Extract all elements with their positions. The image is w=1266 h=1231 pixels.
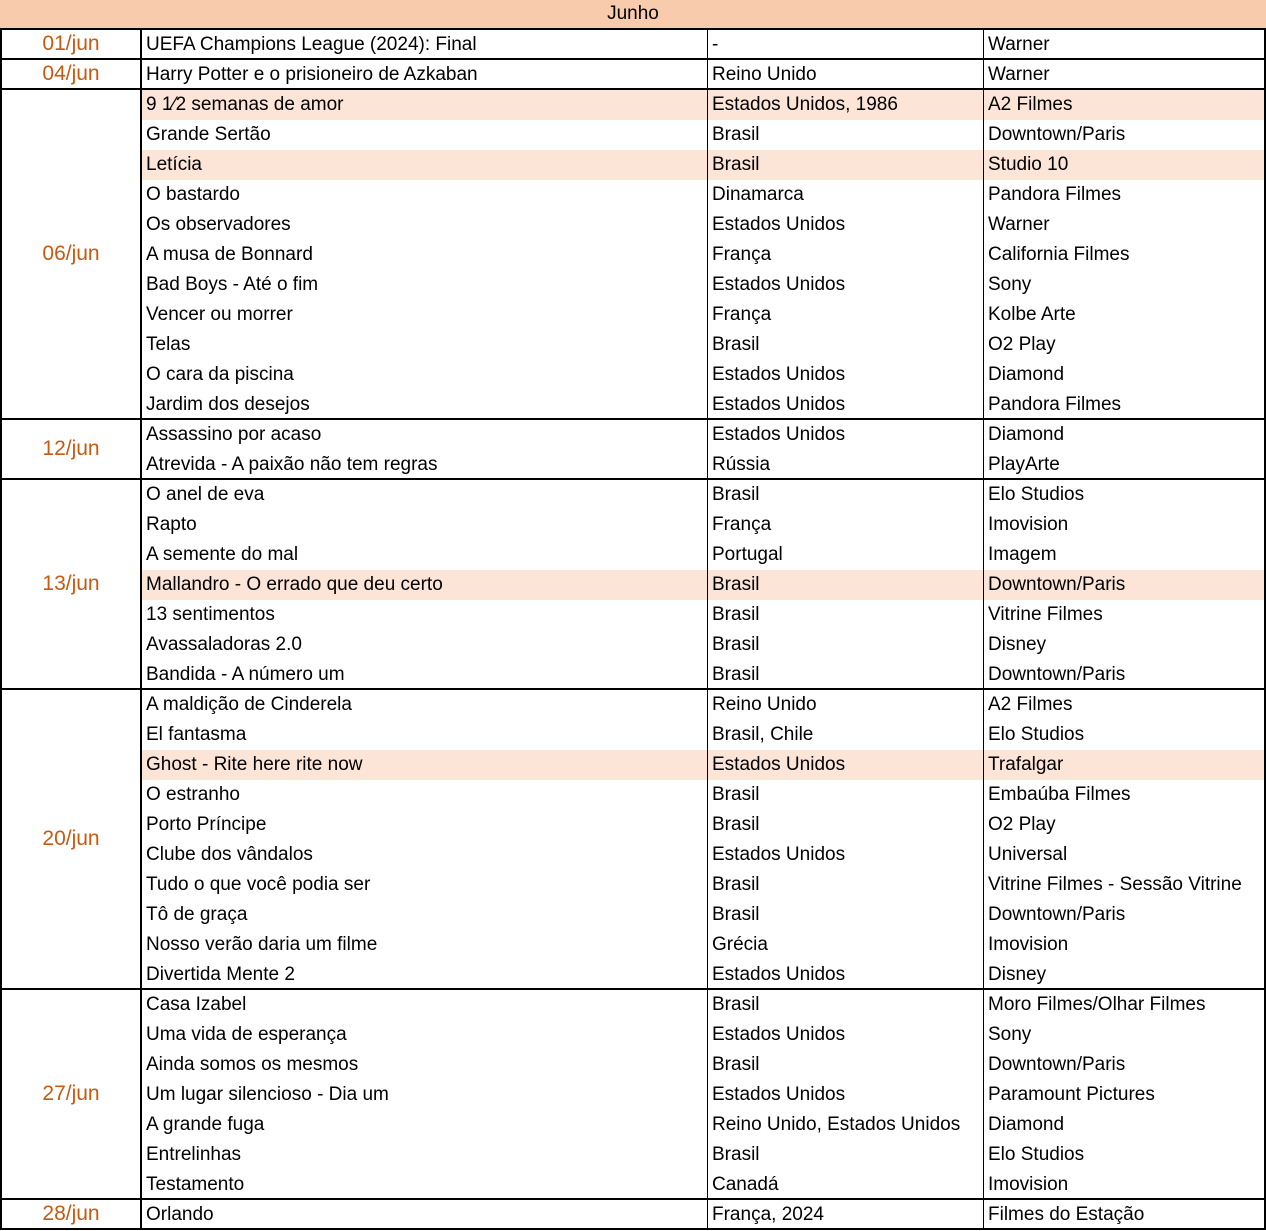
country-cell: Estados Unidos bbox=[708, 270, 984, 300]
table-row bbox=[142, 1020, 1266, 1050]
movie-title: O anel de eva bbox=[142, 480, 708, 510]
distributor-cell: Warner bbox=[984, 30, 1266, 60]
distributor-cell: Pandora Filmes bbox=[984, 180, 1266, 210]
table-row bbox=[142, 750, 1266, 780]
table-row bbox=[142, 1200, 1266, 1230]
table-row bbox=[142, 780, 1266, 810]
movie-title: A maldição de Cinderela bbox=[142, 690, 708, 720]
table-row bbox=[142, 630, 1266, 660]
distributor-cell: Kolbe Arte bbox=[984, 300, 1266, 330]
country-cell: Estados Unidos bbox=[708, 750, 984, 780]
distributor-cell: PlayArte bbox=[984, 450, 1266, 480]
movie-title: 13 sentimentos bbox=[142, 600, 708, 630]
movie-title: Jardim dos desejos bbox=[142, 390, 708, 420]
movie-title: A musa de Bonnard bbox=[142, 240, 708, 270]
table-row bbox=[142, 720, 1266, 750]
distributor-cell: Diamond bbox=[984, 1110, 1266, 1140]
country-cell: França, 2024 bbox=[708, 1200, 984, 1230]
distributor-cell: Studio 10 bbox=[984, 150, 1266, 180]
country-cell: Estados Unidos bbox=[708, 1080, 984, 1110]
distributor-cell: Diamond bbox=[984, 420, 1266, 450]
date-group bbox=[0, 480, 1266, 690]
table-row bbox=[142, 1140, 1266, 1170]
table-row bbox=[142, 810, 1266, 840]
country-cell: Dinamarca bbox=[708, 180, 984, 210]
distributor-cell: Vitrine Filmes - Sessão Vitrine bbox=[984, 870, 1266, 900]
movie-title: Assassino por acaso bbox=[142, 420, 708, 450]
table-row bbox=[142, 900, 1266, 930]
country-cell: Brasil bbox=[708, 630, 984, 660]
movie-title: Letícia bbox=[142, 150, 708, 180]
movie-title: Avassaladoras 2.0 bbox=[142, 630, 708, 660]
date-group bbox=[0, 1200, 1266, 1230]
table-row bbox=[142, 210, 1266, 240]
country-cell: Reino Unido, Estados Unidos bbox=[708, 1110, 984, 1140]
table-row bbox=[142, 1050, 1266, 1080]
table-row bbox=[142, 690, 1266, 720]
distributor-cell: Diamond bbox=[984, 360, 1266, 390]
table-row bbox=[142, 270, 1266, 300]
movie-title: Telas bbox=[142, 330, 708, 360]
movie-title: Grande Sertão bbox=[142, 120, 708, 150]
country-cell: Estados Unidos bbox=[708, 420, 984, 450]
table-row bbox=[142, 510, 1266, 540]
table-row bbox=[142, 240, 1266, 270]
movie-title: Divertida Mente 2 bbox=[142, 960, 708, 990]
movie-title: Nosso verão daria um filme bbox=[142, 930, 708, 960]
distributor-cell: A2 Filmes bbox=[984, 690, 1266, 720]
table-row bbox=[142, 450, 1266, 480]
country-cell: Grécia bbox=[708, 930, 984, 960]
movie-title: Orlando bbox=[142, 1200, 708, 1230]
distributor-cell: Trafalgar bbox=[984, 750, 1266, 780]
release-date: 13/jun bbox=[0, 480, 142, 688]
country-cell: Estados Unidos bbox=[708, 1020, 984, 1050]
movie-title: A semente do mal bbox=[142, 540, 708, 570]
table-row bbox=[142, 1110, 1266, 1140]
release-date: 06/jun bbox=[0, 90, 142, 418]
country-cell: Brasil bbox=[708, 570, 984, 600]
distributor-cell: Downtown/Paris bbox=[984, 570, 1266, 600]
movie-title: Mallandro - O errado que deu certo bbox=[142, 570, 708, 600]
movie-title: Um lugar silencioso - Dia um bbox=[142, 1080, 708, 1110]
table-row bbox=[142, 480, 1266, 510]
distributor-cell: Downtown/Paris bbox=[984, 900, 1266, 930]
movie-title: UEFA Champions League (2024): Final bbox=[142, 30, 708, 60]
country-cell: Estados Unidos bbox=[708, 960, 984, 990]
movie-title: Testamento bbox=[142, 1170, 708, 1200]
distributor-cell: O2 Play bbox=[984, 810, 1266, 840]
movie-title: Bad Boys - Até o fim bbox=[142, 270, 708, 300]
distributor-cell: Downtown/Paris bbox=[984, 1050, 1266, 1080]
date-group bbox=[0, 690, 1266, 990]
distributor-cell: Pandora Filmes bbox=[984, 390, 1266, 420]
distributor-cell: Sony bbox=[984, 270, 1266, 300]
country-cell: Estados Unidos bbox=[708, 210, 984, 240]
table-row bbox=[142, 1170, 1266, 1200]
distributor-cell: Paramount Pictures bbox=[984, 1080, 1266, 1110]
movie-title: Harry Potter e o prisioneiro de Azkaban bbox=[142, 60, 708, 90]
table-row bbox=[142, 840, 1266, 870]
movie-title: 9 1⁄2 semanas de amor bbox=[142, 90, 708, 120]
country-cell: Canadá bbox=[708, 1170, 984, 1200]
country-cell: Portugal bbox=[708, 540, 984, 570]
distributor-cell: Sony bbox=[984, 1020, 1266, 1050]
table-row bbox=[142, 570, 1266, 600]
country-cell: Brasil bbox=[708, 330, 984, 360]
country-cell: França bbox=[708, 300, 984, 330]
table-row bbox=[142, 30, 1266, 60]
distributor-cell: Elo Studios bbox=[984, 720, 1266, 750]
date-group bbox=[0, 90, 1266, 420]
table-row bbox=[142, 330, 1266, 360]
table-row bbox=[142, 90, 1266, 120]
movie-title: Atrevida - A paixão não tem regras bbox=[142, 450, 708, 480]
movie-title: Tô de graça bbox=[142, 900, 708, 930]
table-row bbox=[142, 120, 1266, 150]
country-cell: França bbox=[708, 510, 984, 540]
distributor-cell: Downtown/Paris bbox=[984, 120, 1266, 150]
movie-title: Uma vida de esperança bbox=[142, 1020, 708, 1050]
movie-title: Rapto bbox=[142, 510, 708, 540]
release-date: 01/jun bbox=[0, 30, 142, 58]
country-cell: França bbox=[708, 240, 984, 270]
release-date: 27/jun bbox=[0, 990, 142, 1198]
movie-title: Clube dos vândalos bbox=[142, 840, 708, 870]
movie-title: Ainda somos os mesmos bbox=[142, 1050, 708, 1080]
release-date: 20/jun bbox=[0, 690, 142, 988]
distributor-cell: Imovision bbox=[984, 1170, 1266, 1200]
country-cell: Estados Unidos, 1986 bbox=[708, 90, 984, 120]
release-date: 12/jun bbox=[0, 420, 142, 478]
distributor-cell: Moro Filmes/Olhar Filmes bbox=[984, 990, 1266, 1020]
movie-title: Ghost - Rite here rite now bbox=[142, 750, 708, 780]
distributor-cell: Embaúba Filmes bbox=[984, 780, 1266, 810]
country-cell: - bbox=[708, 30, 984, 60]
table-row bbox=[142, 930, 1266, 960]
table-row bbox=[142, 180, 1266, 210]
table-row bbox=[142, 420, 1266, 450]
distributor-cell: Disney bbox=[984, 960, 1266, 990]
country-cell: Brasil bbox=[708, 120, 984, 150]
country-cell: Estados Unidos bbox=[708, 360, 984, 390]
table-row bbox=[142, 600, 1266, 630]
table-row bbox=[142, 390, 1266, 420]
table-row bbox=[142, 150, 1266, 180]
distributor-cell: Imovision bbox=[984, 510, 1266, 540]
table-row bbox=[142, 360, 1266, 390]
movie-title: El fantasma bbox=[142, 720, 708, 750]
distributor-cell: Universal bbox=[984, 840, 1266, 870]
distributor-cell: Downtown/Paris bbox=[984, 660, 1266, 690]
date-group bbox=[0, 60, 1266, 90]
distributor-cell: Warner bbox=[984, 60, 1266, 90]
distributor-cell: Imovision bbox=[984, 930, 1266, 960]
distributor-cell: Elo Studios bbox=[984, 480, 1266, 510]
country-cell: Brasil bbox=[708, 780, 984, 810]
country-cell: Brasil bbox=[708, 1140, 984, 1170]
country-cell: Brasil bbox=[708, 900, 984, 930]
date-group bbox=[0, 420, 1266, 480]
country-cell: Rússia bbox=[708, 450, 984, 480]
country-cell: Reino Unido bbox=[708, 690, 984, 720]
country-cell: Brasil bbox=[708, 660, 984, 690]
table-row bbox=[142, 540, 1266, 570]
distributor-cell: Imagem bbox=[984, 540, 1266, 570]
movie-title: Vencer ou morrer bbox=[142, 300, 708, 330]
release-date: 04/jun bbox=[0, 60, 142, 88]
country-cell: Brasil bbox=[708, 990, 984, 1020]
distributor-cell: Filmes do Estação bbox=[984, 1200, 1266, 1230]
table-row bbox=[142, 960, 1266, 990]
country-cell: Brasil bbox=[708, 600, 984, 630]
movie-title: Entrelinhas bbox=[142, 1140, 708, 1170]
country-cell: Brasil bbox=[708, 480, 984, 510]
country-cell: Brasil bbox=[708, 810, 984, 840]
table-row bbox=[142, 660, 1266, 690]
table-row bbox=[142, 300, 1266, 330]
month-title: Junho bbox=[607, 3, 659, 24]
distributor-cell: A2 Filmes bbox=[984, 90, 1266, 120]
table-row bbox=[142, 60, 1266, 90]
country-cell: Brasil bbox=[708, 1050, 984, 1080]
movie-title: Bandida - A número um bbox=[142, 660, 708, 690]
table-row bbox=[142, 1080, 1266, 1110]
country-cell: Brasil, Chile bbox=[708, 720, 984, 750]
release-date: 28/jun bbox=[0, 1200, 142, 1228]
date-group bbox=[0, 990, 1266, 1200]
movie-title: O estranho bbox=[142, 780, 708, 810]
distributor-cell: Disney bbox=[984, 630, 1266, 660]
table-row bbox=[142, 990, 1266, 1020]
movie-title: A grande fuga bbox=[142, 1110, 708, 1140]
month-header bbox=[0, 0, 1266, 30]
movie-title: Tudo o que você podia ser bbox=[142, 870, 708, 900]
country-cell: Brasil bbox=[708, 870, 984, 900]
distributor-cell: Elo Studios bbox=[984, 1140, 1266, 1170]
country-cell: Estados Unidos bbox=[708, 390, 984, 420]
country-cell: Estados Unidos bbox=[708, 840, 984, 870]
movie-title: O bastardo bbox=[142, 180, 708, 210]
distributor-cell: California Filmes bbox=[984, 240, 1266, 270]
table-row bbox=[142, 870, 1266, 900]
distributor-cell: Warner bbox=[984, 210, 1266, 240]
distributor-cell: Vitrine Filmes bbox=[984, 600, 1266, 630]
movie-title: Casa Izabel bbox=[142, 990, 708, 1020]
date-group bbox=[0, 30, 1266, 60]
country-cell: Brasil bbox=[708, 150, 984, 180]
movie-title: Porto Príncipe bbox=[142, 810, 708, 840]
country-cell: Reino Unido bbox=[708, 60, 984, 90]
distributor-cell: O2 Play bbox=[984, 330, 1266, 360]
movie-title: Os observadores bbox=[142, 210, 708, 240]
movie-title: O cara da piscina bbox=[142, 360, 708, 390]
